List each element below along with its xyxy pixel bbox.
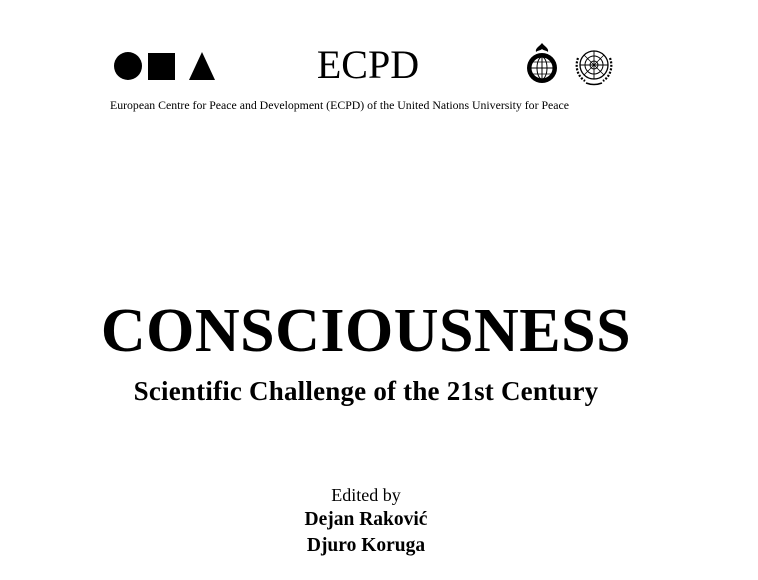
- editor-name: Dejan Raković: [304, 509, 428, 530]
- org-acronym: ECPD: [316, 42, 420, 87]
- university-for-peace-emblem-icon: [522, 41, 562, 85]
- edited-by-label: Edited by: [331, 485, 401, 505]
- circle-square-triangle-icon: [112, 50, 216, 82]
- united-nations-emblem-icon: [574, 44, 614, 88]
- book-subtitle: Scientific Challenge of the 21st Century: [133, 376, 599, 406]
- book-title: CONSCIOUSNESS: [100, 297, 632, 365]
- org-full-name: European Centre for Peace and Development (ECPD) of the United Nations University for Peace: [110, 98, 569, 112]
- editor-name: Djuro Koruga: [306, 535, 426, 556]
